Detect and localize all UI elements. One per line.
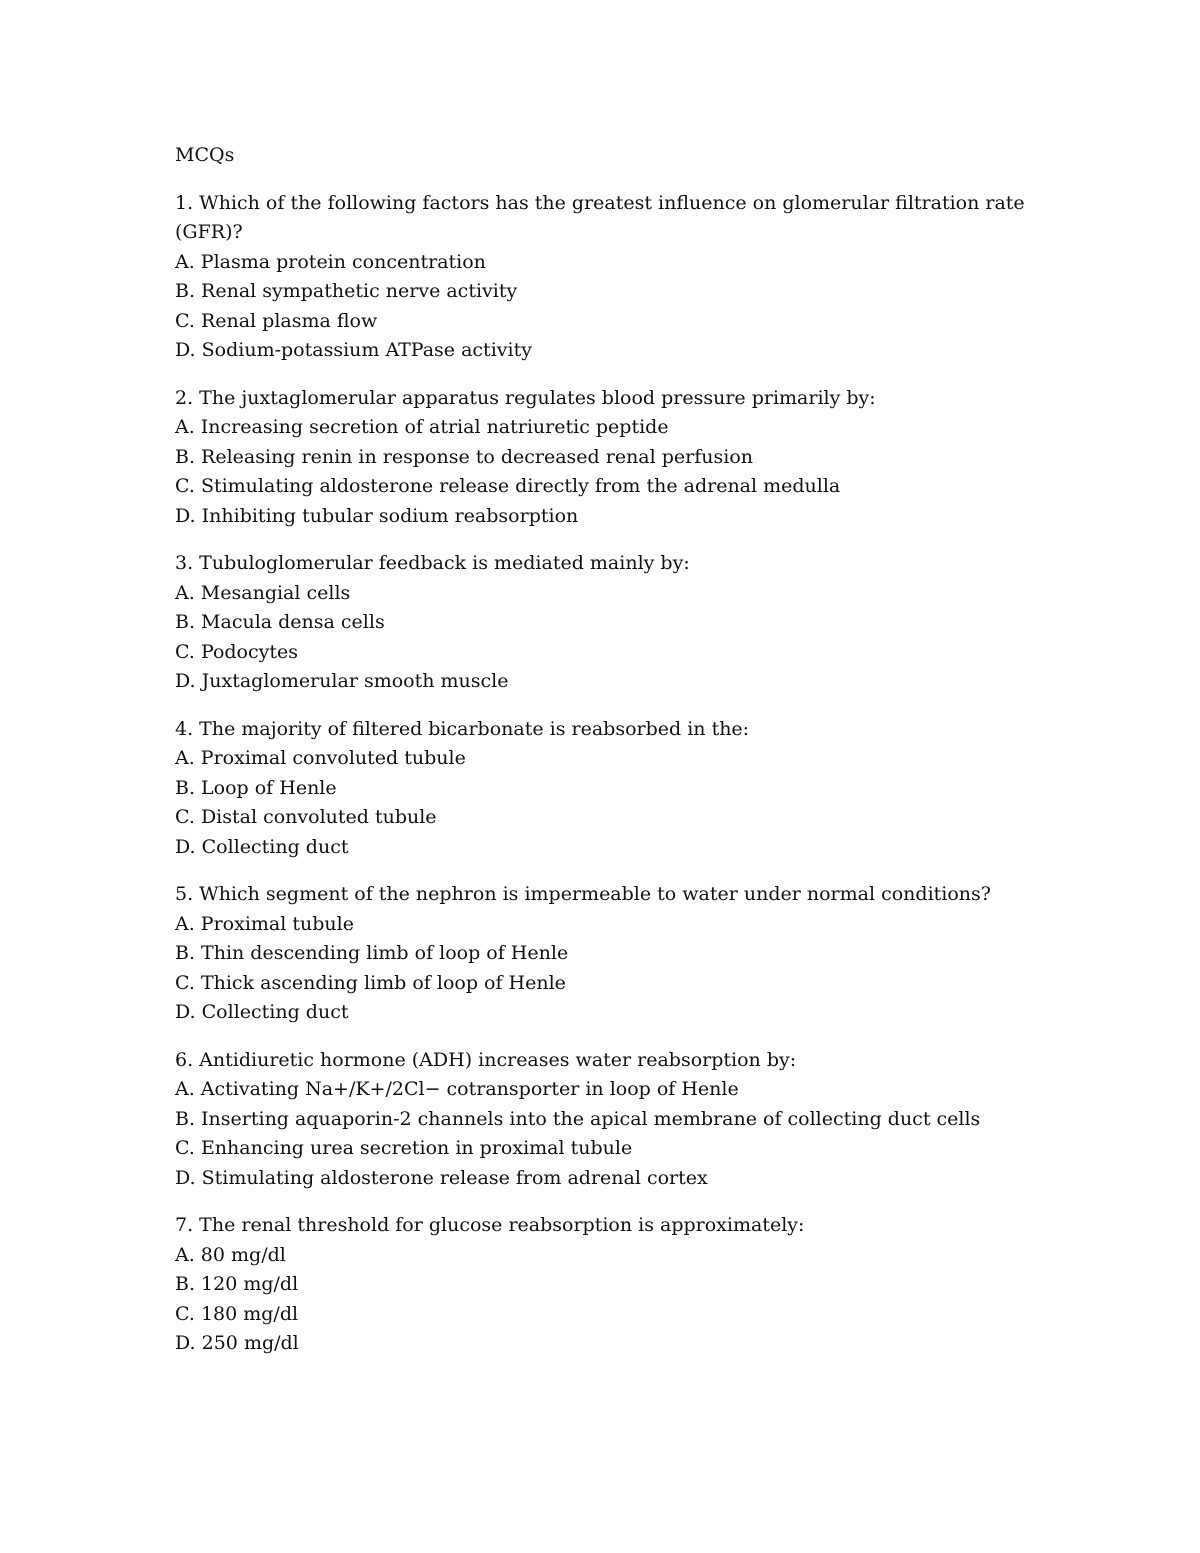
option-c: C. Enhancing urea secretion in proximal tubule xyxy=(175,1137,633,1159)
option-b: B. Loop of Henle xyxy=(175,776,337,799)
question-stem: 3. Tubuloglomerular feedback is mediated mainly by: xyxy=(175,552,690,574)
question-stem: 1. Which of the following factors has the greatest influence on glomerular filtration rate (GFR)? xyxy=(175,191,1031,243)
question-stem: 6. Antidiuretic hormone (ADH) increases water reabsorption by: xyxy=(175,1048,797,1071)
option-list xyxy=(175,1075,1055,1193)
option-c: C. Stimulating aldosterone release directly from the adrenal medulla xyxy=(175,475,841,497)
question-stem: 4. The majority of filtered bicarbonate is reabsorbed in the: xyxy=(175,717,750,740)
option-d: D. 250 mg/dl xyxy=(175,1332,299,1354)
option-list xyxy=(175,744,1055,862)
option-list xyxy=(175,413,1055,531)
option-c: C. Distal convoluted tubule xyxy=(175,806,437,828)
option-b: B. Releasing renin in response to decreased renal perfusion xyxy=(175,445,754,468)
option-d: D. Inhibiting tubular sodium reabsorption xyxy=(175,504,579,527)
question-4 xyxy=(175,715,1055,863)
document-page xyxy=(175,141,1055,1377)
document-title: MCQs xyxy=(175,144,235,166)
option-a: A. Mesangial cells xyxy=(175,581,351,604)
option-b: B. Inserting aquaporin-2 channels into the apical membrane of collecting duct cells xyxy=(175,1107,981,1130)
question-1 xyxy=(175,189,1055,366)
question-stem: 2. The juxtaglomerular apparatus regulates blood pressure primarily by: xyxy=(175,386,876,409)
option-list xyxy=(175,579,1055,697)
question-2 xyxy=(175,384,1055,532)
option-c: C. Podocytes xyxy=(175,640,298,663)
option-c: C. 180 mg/dl xyxy=(175,1302,299,1325)
question-5 xyxy=(175,880,1055,1028)
question-stem: 7. The renal threshold for glucose reabsorption is approximately: xyxy=(175,1214,805,1236)
option-b: B. Thin descending limb of loop of Henle xyxy=(175,942,569,964)
question-3 xyxy=(175,549,1055,697)
option-a: A. Plasma protein concentration xyxy=(175,250,486,273)
option-a: A. 80 mg/dl xyxy=(175,1243,286,1266)
option-d: D. Juxtaglomerular smooth muscle xyxy=(175,670,509,692)
option-b: B. Macula densa cells xyxy=(175,611,385,633)
option-c: C. Thick ascending limb of loop of Henle xyxy=(175,971,566,994)
option-d: D. Collecting duct xyxy=(175,835,349,858)
option-d: D. Sodium-potassium ATPase activity xyxy=(175,339,532,361)
option-d: D. Stimulating aldosterone release from adrenal cortex xyxy=(175,1166,708,1189)
option-d: D. Collecting duct xyxy=(175,1001,349,1023)
option-a: A. Proximal convoluted tubule xyxy=(175,747,466,769)
option-list xyxy=(175,248,1055,366)
option-a: A. Increasing secretion of atrial natriuretic peptide xyxy=(175,416,669,438)
option-a: A. Activating Na+/K+/2Cl− cotransporter in loop of Henle xyxy=(175,1078,739,1100)
option-b: B. 120 mg/dl xyxy=(175,1273,299,1295)
option-c: C. Renal plasma flow xyxy=(175,309,378,332)
option-list xyxy=(175,910,1055,1028)
question-7 xyxy=(175,1211,1055,1359)
question-stem: 5. Which segment of the nephron is impermeable to water under normal conditions? xyxy=(175,883,991,905)
question-6 xyxy=(175,1046,1055,1194)
option-b: B. Renal sympathetic nerve activity xyxy=(175,280,518,302)
option-a: A. Proximal tubule xyxy=(175,912,354,935)
option-list xyxy=(175,1241,1055,1359)
